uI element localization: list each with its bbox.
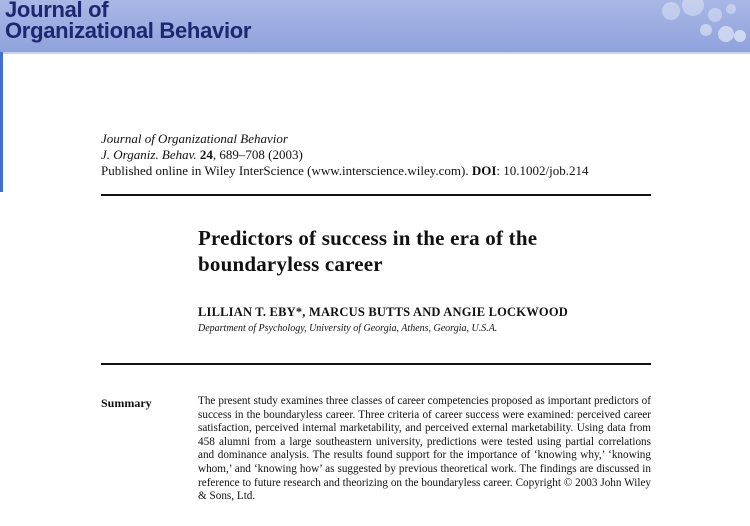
journal-reference: J. Organiz. Behav. 24, 689–708 (2003)	[101, 147, 303, 162]
journal-banner	[0, 0, 750, 54]
decorative-bubbles	[660, 0, 750, 52]
logo-line-2: Organizational Behavior	[5, 18, 252, 43]
logo-line-1: Journal of	[5, 0, 109, 22]
banner-edge	[0, 52, 3, 192]
bottom-rule	[101, 363, 651, 365]
journal-logo[interactable]	[5, 0, 251, 41]
journal-name: Journal of Organizational Behavior	[101, 131, 288, 146]
authors: LILLIAN T. EBY*, MARCUS BUTTS AND ANGIE LOCKWOOD	[198, 305, 568, 319]
top-rule	[101, 194, 651, 196]
citation-block	[101, 131, 589, 179]
summary-text: The present study examines three classes of career competencies proposed as important predictors of success in the boundaryless career. Three criteria of career success were examined: perceived career satisfaction, perceived internal marketability, and perceived external marketability. Using data from 458 alumni from a large southeastern university, predictions were tested using partial correlations and dominance analysis. The results found support for the importance of ‘knowing why,’ ‘knowing whom,’ and ‘knowing how’ as suggested by previous theoretical work. The findings are discussed in reference to future research and theorizing on the boundaryless career. Copyright © 2003 John Wiley & Sons, Ltd.	[198, 395, 651, 503]
article-title: Predictors of success in the era of the boundaryless career	[198, 226, 538, 276]
affiliation: Department of Psychology, University of Georgia, Athens, Georgia, U.S.A.	[198, 323, 498, 334]
summary-label: Summary	[101, 396, 152, 410]
published-online: Published online in Wiley InterScience (www.interscience.wiley.com). DOI: 10.1002/job.214	[101, 163, 589, 178]
